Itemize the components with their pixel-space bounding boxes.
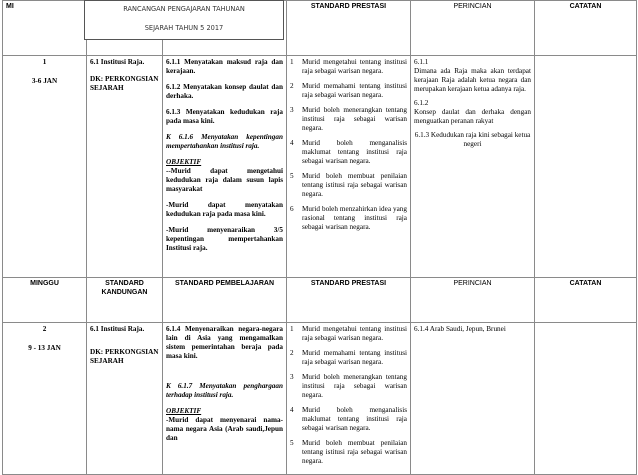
prestasi-header: STANDARD PRESTASI (287, 278, 411, 323)
week2-row (3, 323, 637, 475)
prestasi-item: 3 Murid boleh menerangkan tentang institusi raja sebagai warisan negara. (290, 373, 407, 399)
prestasi-header: STANDARD PRESTASI (287, 1, 411, 56)
title-line-2: SEJARAH TAHUN 5 2017 (144, 24, 224, 32)
week2-pembelajaran: 6.1.4 Menyenaraikan negara-negara lain di Asia yang mengamalkan sistem pemerintahan beraja pada masa kini. K 6.1.7 Menyatakan penghargaan terhadap institusi raja. OBJEKTIF -Murid dapat menyenarai nama-nama negara Asia (Arab saudi,Jepun dan (163, 323, 287, 475)
perincian-header: PERINCIAN (411, 278, 535, 323)
week2-prestasi (287, 323, 411, 475)
week2-kandungan: 6.1 Institusi Raja. DK: PERKONGSIAN SEJARAH (87, 323, 163, 475)
prestasi-item: 4 Murid boleh menganalisis maklumat tentang institusi raja sebagai warisan negara. (290, 139, 407, 165)
title-line-1: RANCANGAN PENGAJARAN TAHUNAN (123, 5, 245, 13)
prestasi-item: 2 Murid memahami tentang institusi raja sebagai warisan negara. (290, 82, 407, 99)
prestasi-item: 5 Murid boleh membuat penilaian tentang istitusi raja sebagai warisan negara. (290, 439, 407, 465)
minggu-header: MI (3, 1, 87, 56)
prestasi-item: 3 Murid boleh menerangkan tentang institusi raja sebagai warisan negara. (290, 106, 407, 132)
catatan-header: CATATAN (535, 278, 637, 323)
week2-catatan (535, 323, 637, 475)
pembelajaran-header: STANDARD PEMBELAJARAN (163, 278, 287, 323)
prestasi-item: 4 Murid boleh menganalisis maklumat tentang institusi raja sebagai warisan negara. (290, 406, 407, 432)
week1-prestasi (287, 56, 411, 278)
week2-perincian: 6.1.4 Arab Saudi, Jepun, Brunei (411, 323, 535, 475)
catatan-header: CATATAN (535, 1, 637, 56)
yearly-plan-table (2, 0, 637, 475)
header-row-2 (3, 278, 637, 323)
week1-kandungan: 6.1 Institusi Raja. DK: PERKONGSIAN SEJARAH (87, 56, 163, 278)
kandungan-header: STANDARD KANDUNGAN (87, 278, 163, 323)
prestasi-item: 5 Murid boleh membuat penilaian tentang istitusi raja sebagai warisan negara. (290, 172, 407, 198)
minggu-header: MINGGU (3, 278, 87, 323)
prestasi-item: 6 Murid boleh menzahirkan idea yang rasional tentang institusi raja sebagai warisan negara. (290, 205, 407, 231)
week2-minggu: 2 9 - 13 JAN (3, 323, 87, 475)
week1-row (3, 56, 637, 278)
week1-catatan (535, 56, 637, 278)
week1-perincian: 6.1.1 Dimana ada Raja maka akan terdapat kerajaan Raja adalah ketua negara dan merupakan kerajaan ketua adanya raja. 6.1.2 Konsep daulat dan derhaka dengan menguatkan peranan rakyat 6.1.3 Kedudukan raja kini sebagai ketua negeri (411, 56, 535, 278)
title-overlay-box (84, 0, 284, 40)
prestasi-item: 1 Murid mengetahui tentang institusi raja sebagai warisan negara. (290, 58, 407, 75)
week1-pembelajaran: 6.1.1 Menyatakan maksud raja dan kerajaan. 6.1.2 Menyatakan konsep daulat dan derhaka. 6.1.3 Menyatakan kedudukan raja pada masa kini. K 6.1.6 Menyatakan kepentingan mempertahankan institusi raja. OBJEKTIF --Murid dapat mengetahui kedudukan raja dalam susun lapis masyarakat -Murid dapat menyatakan kedudukan raja pada masa kini. -Murid menyenaraikan 3/5 kepentingan mempertahankan Institusi raja. (163, 56, 287, 278)
perincian-header: PERINCIAN (411, 1, 535, 56)
prestasi-item: 1 Murid mengetahui tentang institusi raja sebagai warisan negara. (290, 325, 407, 342)
prestasi-item: 2 Murid memahami tentang institusi raja sebagai warisan negara. (290, 349, 407, 366)
week1-minggu: 1 3-6 JAN (3, 56, 87, 278)
